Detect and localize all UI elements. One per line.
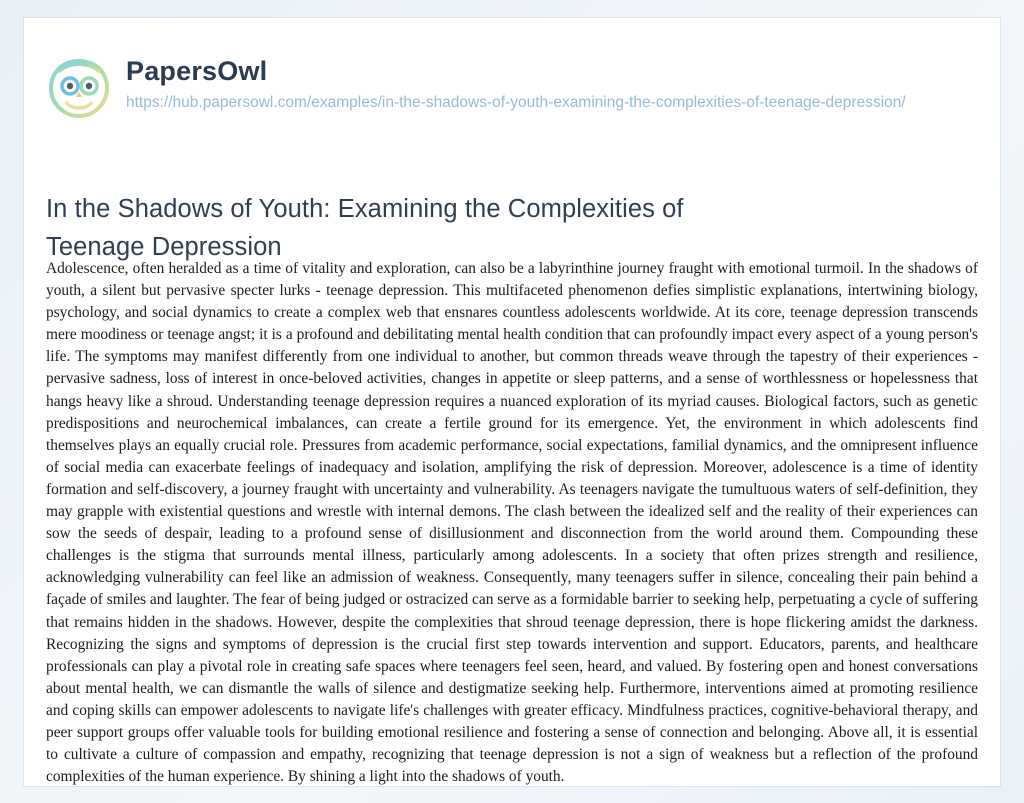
brand-name: PapersOwl	[126, 56, 268, 86]
document-sheet	[24, 18, 1000, 786]
site-header	[24, 18, 1000, 158]
source-url[interactable]: https://hub.papersowl.com/examples/in-the-shadows-of-youth-examining-the-complexities-of-teenage-depression/	[126, 94, 906, 111]
page-title: In the Shadows of Youth: Examining the Complexities of Teenage Depression	[46, 195, 684, 262]
brand-block	[126, 56, 906, 115]
owl-logo-icon	[46, 58, 112, 120]
article-body: Adolescence, often heralded as a time of vitality and exploration, can also be a labyrinthine journey fraught with emotional turmoil. In the shadows of youth, a silent but pervasive specter lurks - teenage depression. This multifaceted phenomenon defies simplistic explanations, intertwining biology, psychology, and social dynamics to create a complex web that ensnares countless adolescents worldwide. At its core, teenage depression transcends mere moodiness or teenage angst; it is a profound and debilitating mental health condition that can profoundly impact every aspect of a young person's life. The symptoms may manifest differently from one individual to another, but common threads weave through the tapestry of their experiences - pervasive sadness, loss of interest in once-beloved activities, changes in appetite or sleep patterns, and a sense of worthlessness or hopelessness that hangs heavy like a shroud. Understanding teenage depression requires a nuanced exploration of its myriad causes. Biological factors, such as genetic predispositions and neurochemical imbalances, can create a fertile ground for its emergence. Yet, the environment in which adolescents find themselves plays an equally crucial role. Pressures from academic performance, social expectations, familial dynamics, and the omnipresent influence of social media can exacerbate feelings of inadequacy and isolation, amplifying the risk of depression. Moreover, adolescence is a time of identity formation and self-discovery, a journey fraught with uncertainty and vulnerability. As teenagers navigate the tumultuous waters of self-definition, they may grapple with existential questions and wrestle with internal demons. The clash between the idealized self and the reality of their experiences can sow the seeds of despair, leading to a profound sense of disillusionment and disconnection from the world around them. Compounding these challenges is the stigma that surrounds mental illness, particularly among adolescents. In a society that often prizes strength and resilience, acknowledging vulnerability can feel like an admission of weakness. Consequently, many teenagers suffer in silence, concealing their pain behind a façade of smiles and laughter. The fear of being judged or ostracized can serve as a formidable barrier to seeking help, perpetuating a cycle of suffering that remains hidden in the shadows. However, despite the complexities that shroud teenage depression, there is hope flickering amidst the darkness. Recognizing the signs and symptoms of depression is the crucial first step towards intervention and support. Educators, parents, and healthcare professionals can play a pivotal role in creating safe spaces where teenagers feel seen, heard, and valued. By fostering open and honest conversations about mental health, we can dismantle the walls of silence and destigmatize seeking help. Furthermore, interventions aimed at promoting resilience and coping skills can empower adolescents to navigate life's challenges with greater efficacy. Mindfulness practices, cognitive-behavioral therapy, and peer support groups offer valuable tools for building emotional resilience and fostering a sense of connection and belonging. Above all, it is essential to cultivate a culture of compassion and empathy, recognizing that teenage depression is not a sign of weakness but a reflection of the profound complexities of the human experience. By shining a light into the shadows of youth.	[46, 260, 978, 786]
